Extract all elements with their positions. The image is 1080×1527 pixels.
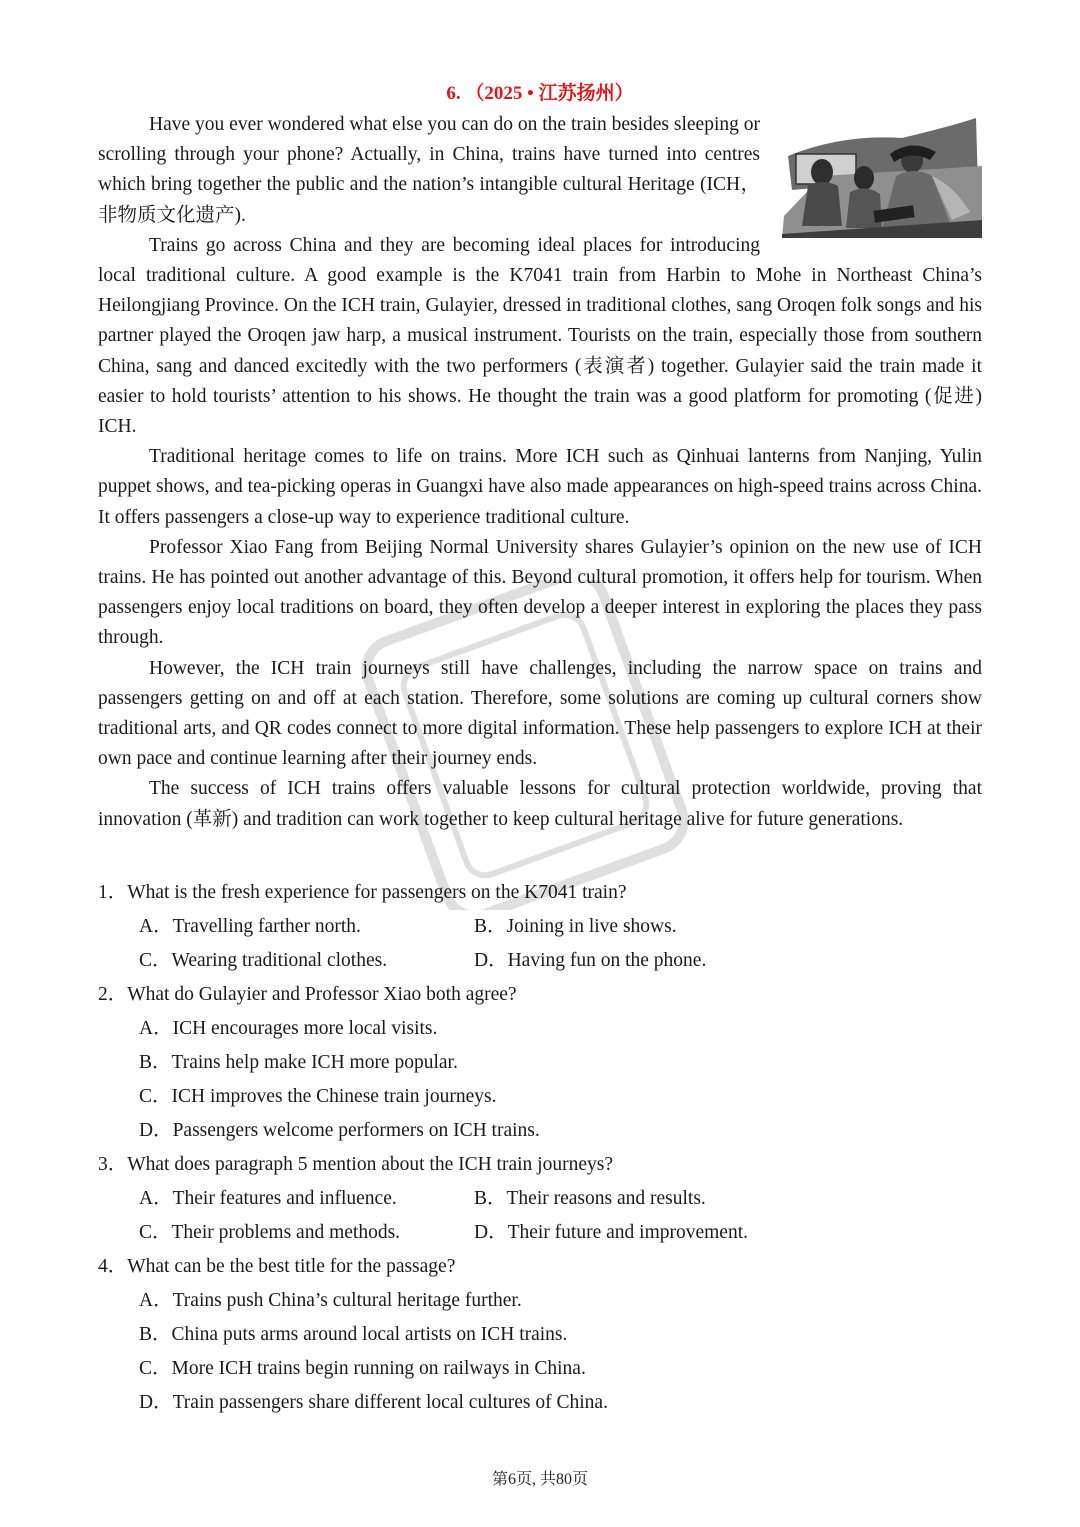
option-b[interactable]: B．Joining in live shows.	[474, 916, 677, 937]
option-row	[98, 944, 982, 978]
option-a[interactable]: A．Travelling farther north.	[139, 916, 361, 937]
option-c[interactable]: C．More ICH trains begin running on railways in China.	[139, 1358, 586, 1379]
question-3	[98, 1148, 982, 1250]
reading-passage	[98, 110, 982, 835]
option-row	[98, 910, 982, 944]
option-row	[98, 1386, 982, 1420]
paragraph: The success of ICH trains offers valuable lessons for cultural protection worldwide, proving that innovation (革新) and tradition can work together to keep cultural heritage alive for future generations.	[98, 778, 982, 830]
question-list	[98, 876, 982, 1420]
question-1	[98, 876, 982, 978]
option-row	[98, 1046, 982, 1080]
option-a[interactable]: A．ICH encourages more local visits.	[139, 1018, 438, 1039]
option-row	[98, 1284, 982, 1318]
question-stem: 4．What can be the best title for the passage?	[98, 1256, 456, 1277]
question-2	[98, 978, 982, 1148]
option-row	[98, 1182, 982, 1216]
paragraph: Have you ever wondered what else you can do on the train besides sleeping or scrolling through your phone? Actually, in China, trains have turned into centres which bring together the public and the nation’s intangible cultural Heritage (ICH，非物质文化遗产).	[98, 114, 760, 226]
option-b[interactable]: B．China puts arms around local artists on ICH trains.	[139, 1324, 568, 1345]
paragraph: Professor Xiao Fang from Beijing Normal University shares Gulayier’s opinion on the new use of ICH trains. He has pointed out another advantage of this. Beyond cultural promotion, it offers help for tourism. When passengers enjoy local traditions on board, they often develop a deeper interest in exploring the places they pass through.	[98, 536, 982, 649]
option-d[interactable]: D．Train passengers share different local cultures of China.	[139, 1392, 608, 1413]
paragraph: However, the ICH train journeys still have challenges, including the narrow space on trains and passengers getting on and off at each station. Therefore, some solutions are coming up cultural corners show traditional arts, and QR codes connect to more digital information. These help passengers to explore ICH at their own pace and continue learning after their journey ends.	[98, 657, 982, 770]
option-row	[98, 1216, 982, 1250]
option-d[interactable]: D．Having fun on the phone.	[474, 950, 707, 971]
option-row	[98, 1352, 982, 1386]
option-c[interactable]: C．ICH improves the Chinese train journeys.	[139, 1086, 497, 1107]
paragraph: Traditional heritage comes to life on trains. More ICH such as Qinhuai lanterns from Nanjing, Yulin puppet shows, and tea-picking operas in Guangxi have also made appearances on high-speed trains across China. It offers passengers a close-up way to experience traditional culture.	[98, 446, 982, 528]
option-c[interactable]: C．Wearing traditional clothes.	[139, 950, 388, 971]
question-4	[98, 1250, 982, 1420]
option-c[interactable]: C．Their problems and methods.	[139, 1222, 401, 1243]
question-stem: 3．What does paragraph 5 mention about the ICH train journeys?	[98, 1154, 613, 1175]
option-row	[98, 1318, 982, 1352]
option-a[interactable]: A．Trains push China’s cultural heritage further.	[139, 1290, 522, 1311]
option-d[interactable]: D．Passengers welcome performers on ICH trains.	[139, 1120, 540, 1141]
option-b[interactable]: B．Trains help make ICH more popular.	[139, 1052, 458, 1073]
option-row	[98, 1012, 982, 1046]
question-title: 6. （2025 • 江苏扬州）	[446, 83, 634, 104]
option-d[interactable]: D．Their future and improvement.	[474, 1222, 748, 1243]
option-row	[98, 1114, 982, 1148]
question-stem: 2．What do Gulayier and Professor Xiao both agree?	[98, 984, 517, 1005]
question-stem: 1．What is the fresh experience for passengers on the K7041 train?	[98, 882, 627, 903]
option-row	[98, 1080, 982, 1114]
page-number: 第6页, 共80页	[491, 1471, 588, 1488]
train-performers-illustration	[782, 116, 982, 238]
option-a[interactable]: A．Their features and influence.	[139, 1188, 397, 1209]
paragraph: Trains go across China and they are becoming ideal places for introducing local traditional culture. A good example is the K7041 train from Harbin to Mohe in Northeast China’s Heilongjiang Province. On the ICH train, Gulayier, dressed in traditional clothes, sang Oroqen folk songs and his partner played the Oroqen jaw harp, a musical instrument. Tourists on the train, especially those from southern China, sang and danced excitedly with the two performers (表演者) together. Gulayier said the train made it easier to hold tourists’ attention to his shows. He thought the train was a good platform for promoting (促进) ICH.	[98, 234, 982, 438]
option-b[interactable]: B．Their reasons and results.	[474, 1188, 706, 1209]
